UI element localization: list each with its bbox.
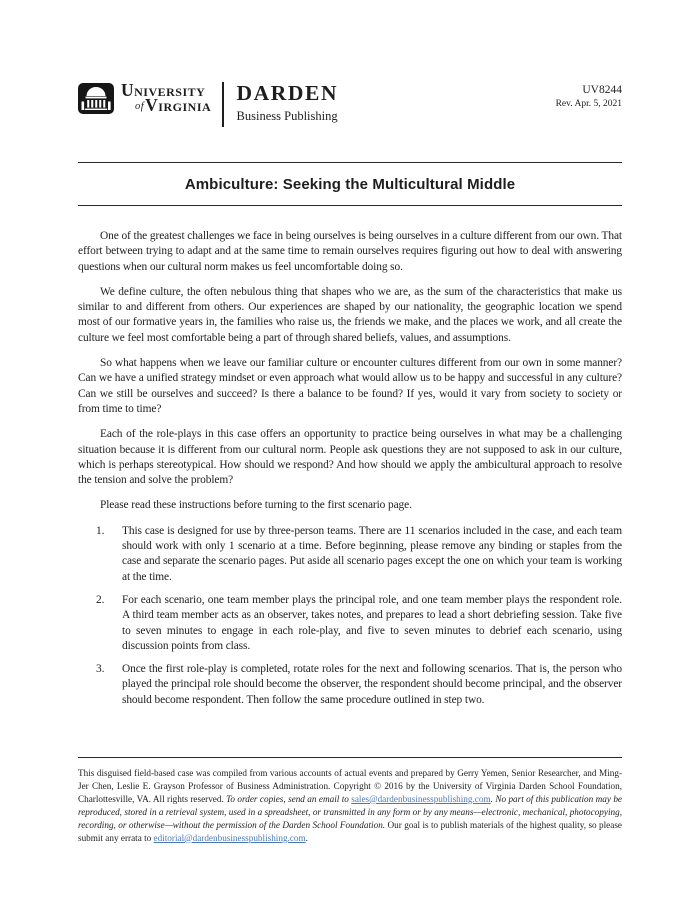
list-item-number: 1. <box>96 524 105 537</box>
body-paragraph: Each of the role-plays in this case offers an opportunity to practice being ourselves in what may be a challenging situation because it is different from our cultural norm. People ask questions they are not supposed to ask in our culture, which is perhaps stereotypical. How should we respond? And how should we apply the ambicultural approach to resolve the tension and solve the problem? <box>78 428 622 487</box>
page-footer <box>78 757 622 844</box>
footer-legal-text <box>78 767 622 844</box>
document-id-block <box>556 82 622 110</box>
footer-text-segment: . <box>305 832 308 843</box>
page-header <box>78 82 622 127</box>
body-paragraph: So what happens when we leave our familiar culture or encounter cultures different from our own in some manner? Can we have a unified strategy mindset or even approach what would allow us to be happy and successful in any culture? Can we still be ourselves and succeed? Is there a balance to be found? If yes, would it vary from society to society or from time to time? <box>78 357 622 415</box>
body-paragraph: Please read these instructions before turning to the first scenario page. <box>100 499 412 512</box>
header-divider <box>222 82 223 127</box>
body-paragraph: We define culture, the often nebulous thing that shapes who we are, as the sum of the characteristics that make us similar to and different from others. Our experiences are shaped by our nationality, the geographic location we spend most of our formative years in, the families who raise us, the friends we make, and the places we work, and all create the culture we feel most comfortable being a part of through shared beliefs, values, and assumptions. <box>78 285 622 344</box>
list-item <box>78 524 622 585</box>
list-item-text: Once the first role-play is completed, rotate roles for the next and following scenarios. That is, the person who played the principal role should become the observer, the respondent should become principal, and the observer should become respondent. Then follow the same procedure outlined in step two. <box>122 663 622 706</box>
footer-text-segment: This disguised field-based case was compiled from various accounts of actual events and prepared by Gerry Yemen, Senior Researcher, and Ming-Jer Chen, Leslie E. Grayson Professor of Business Administration. Copyright © 2016 by the University of Virginia Darden School Foundation, Charlottesville, VA. All rights reserved. <box>78 768 622 804</box>
list-item <box>78 593 622 654</box>
darden-wordmark: DARDEN <box>236 81 339 105</box>
body-paragraph: One of the greatest challenges we face in being ourselves is being ourselves in a culture different from our own. That effort between trying to adapt and at the same time to remain ourselves requires figuring out how to deal with answering questions when our cultural norm makes us feel uncomfortable doing so. <box>78 230 622 273</box>
document-revision-date: Rev. Apr. 5, 2021 <box>555 98 622 109</box>
list-item-text: For each scenario, one team member plays the principal role, and one team member plays the respondent role. A third team member acts as an observer, takes notes, and prepares to lead a short debriefing session. Take five to seven minutes to engage in each role-play, and five to seven minutes to debrief each scenario, using discussion points from class. <box>122 593 622 652</box>
footer-text-segment: . No part of this publication may be reproduced, stored in a retrieval system, used in a spreadsheet, or transmitted in any form or by any means—electronic, mechanical, photocopying, recording, or otherwise—without the permission of the Darden School Foundation. <box>78 793 622 830</box>
footer-text-segment: To order copies, send an email to <box>226 793 352 804</box>
footer-rule <box>78 757 622 758</box>
list-item-number: 2. <box>96 593 105 606</box>
darden-publisher-block <box>237 82 339 122</box>
uva-logo <box>78 82 211 114</box>
uva-wordmark-virginia: Virginia <box>145 94 212 115</box>
footer-email-link[interactable]: sales@dardenbusinesspublishing.com <box>351 793 491 804</box>
list-item <box>78 662 622 708</box>
darden-subtitle: Business Publishing <box>236 108 338 123</box>
document-number: UV8244 <box>582 84 622 96</box>
page-title: Ambiculture: Seeking the Multicultural Middle <box>184 176 516 193</box>
footer-text-segment: Our goal is to publish materials of the highest quality, so please submit any errata to <box>78 819 622 843</box>
uva-wordmark-line1: University <box>121 80 206 100</box>
case-body <box>78 229 622 708</box>
uva-wordmark-of: of <box>135 100 145 112</box>
uva-rotunda-icon <box>78 83 114 114</box>
uva-wordmark-line2 <box>135 94 212 115</box>
list-item-number: 3. <box>96 663 105 676</box>
instructions-list <box>78 524 622 708</box>
title-rule-bottom <box>78 205 622 206</box>
footer-email-link[interactable]: editorial@dardenbusinesspublishing.com <box>153 832 306 843</box>
list-item-text: This case is designed for use by three-person teams. There are 11 scenarios included in the case, and each team should work with only 1 scenario at a time. Before beginning, please remove any binding or staples from the case and separate the scenario pages. Put aside all scenario pages except the one on which your team is working at the time. <box>122 524 622 583</box>
uva-wordmark <box>121 82 211 114</box>
